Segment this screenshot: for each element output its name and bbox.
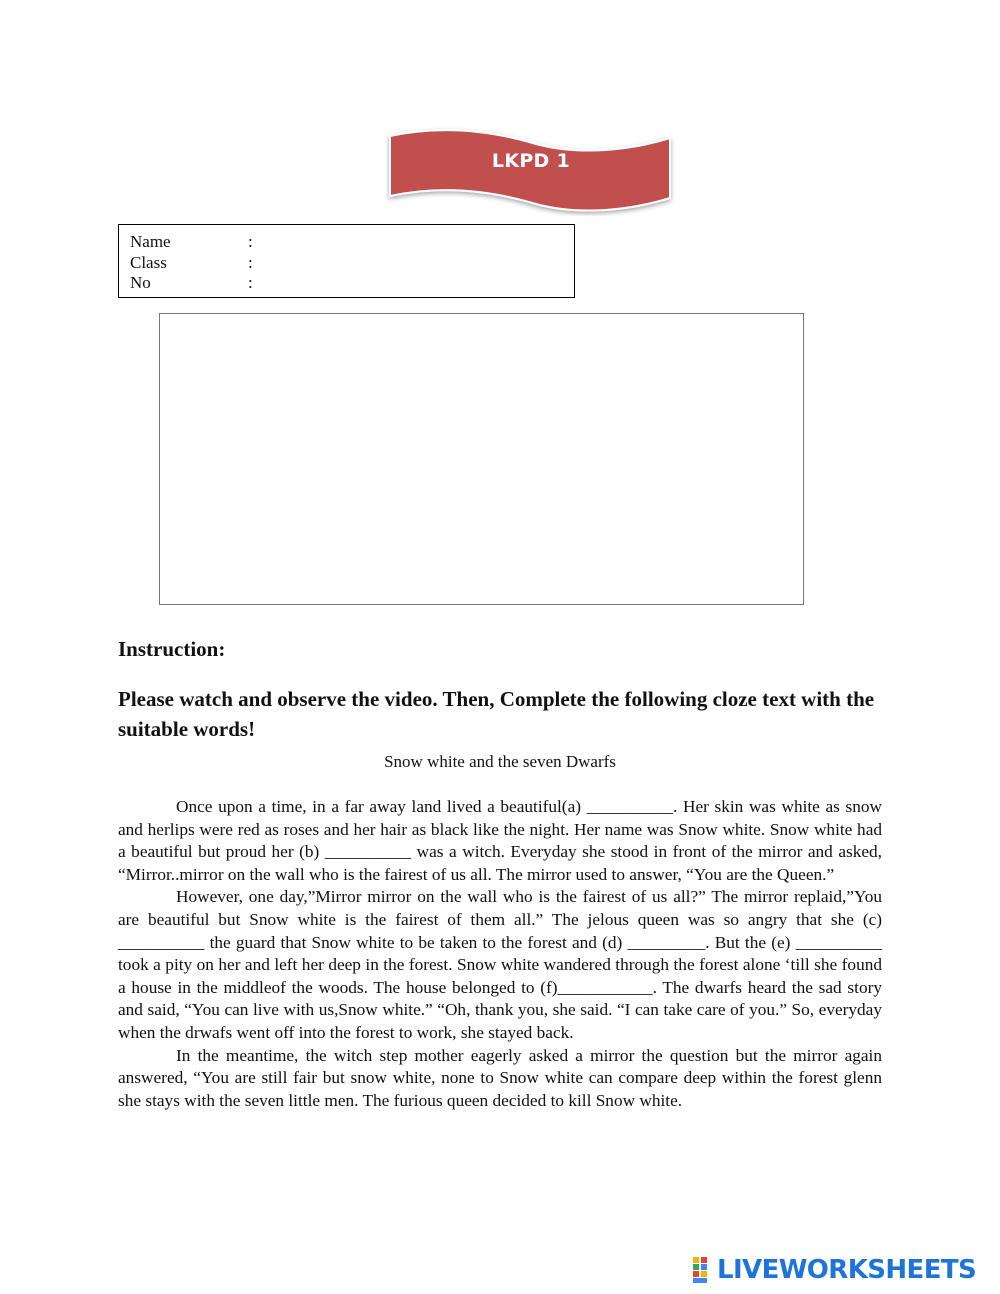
no-label: No — [130, 273, 151, 292]
worksheet-title: LKPD 1 — [491, 150, 571, 172]
video-frame[interactable] — [159, 313, 804, 605]
liveworksheets-logo-text: LIVEWORKSHEETS — [717, 1255, 977, 1285]
task-text: Please watch and observe the video. Then, Complete the following cloze text with the suitable words! — [118, 687, 875, 741]
liveworksheets-logo-icon — [693, 1257, 715, 1283]
class-colon: : — [248, 252, 253, 272]
name-label: Name — [130, 232, 171, 251]
story-paragraph-1: Once upon a time, in a far away land lived a beautiful(a) __________. Her skin was white as snow and herlips were red as roses and her hair as black like the night. Her name was Snow white. Snow white had a beautiful but proud her (b) __________ was a witch. Everyday she stood in front of the mirror and asked, “Mirror..mirror on the wall who is the fairest of us all. The mirror used to answer, “You are the Queen.” — [118, 797, 882, 884]
story-paragraph-2: However, one day,”Mirror mirror on the wall who is the fairest of us all?” The mirror replaid,”You are beautiful but Snow white is the fairest of them all.” The jelous queen was so angry that she (c) __________ the guard that Snow white to be taken to the forest and (d) _________. But the (e) __________ took a pity on her and left her deep in the forest. Snow white wandered through the forest alone ‘till she found a house in the middleof the woods. The house belonged to (f)___________. The dwarfs heard the sad story and said, “You can live with us,Snow white.” “Oh, thank you, she said. “I can take care of you.” So, everyday when the drwafs went off into the forest to work, she stayed back. — [118, 887, 882, 1042]
identity-row-class — [130, 253, 574, 274]
identity-row-name — [130, 232, 574, 253]
name-colon: : — [248, 232, 253, 251]
class-label: Class — [130, 252, 167, 272]
no-colon: : — [248, 273, 253, 292]
story-title: Snow white and the seven Dwarfs — [384, 752, 616, 771]
liveworksheets-logo — [693, 1255, 993, 1287]
story-paragraph-3: In the meantime, the witch step mother eagerly asked a mirror the question but the mirror again answered, “You are still fair but snow white, none to Snow white can compare deep within the forest glenn she stays with the seven little men. The furious queen decided to kill Snow white. — [118, 1045, 882, 1110]
identity-row-no — [130, 273, 574, 294]
student-identity-box — [118, 224, 575, 298]
instruction-heading: Instruction: — [118, 637, 226, 661]
title-banner — [386, 126, 676, 216]
cloze-story — [118, 796, 882, 1112]
